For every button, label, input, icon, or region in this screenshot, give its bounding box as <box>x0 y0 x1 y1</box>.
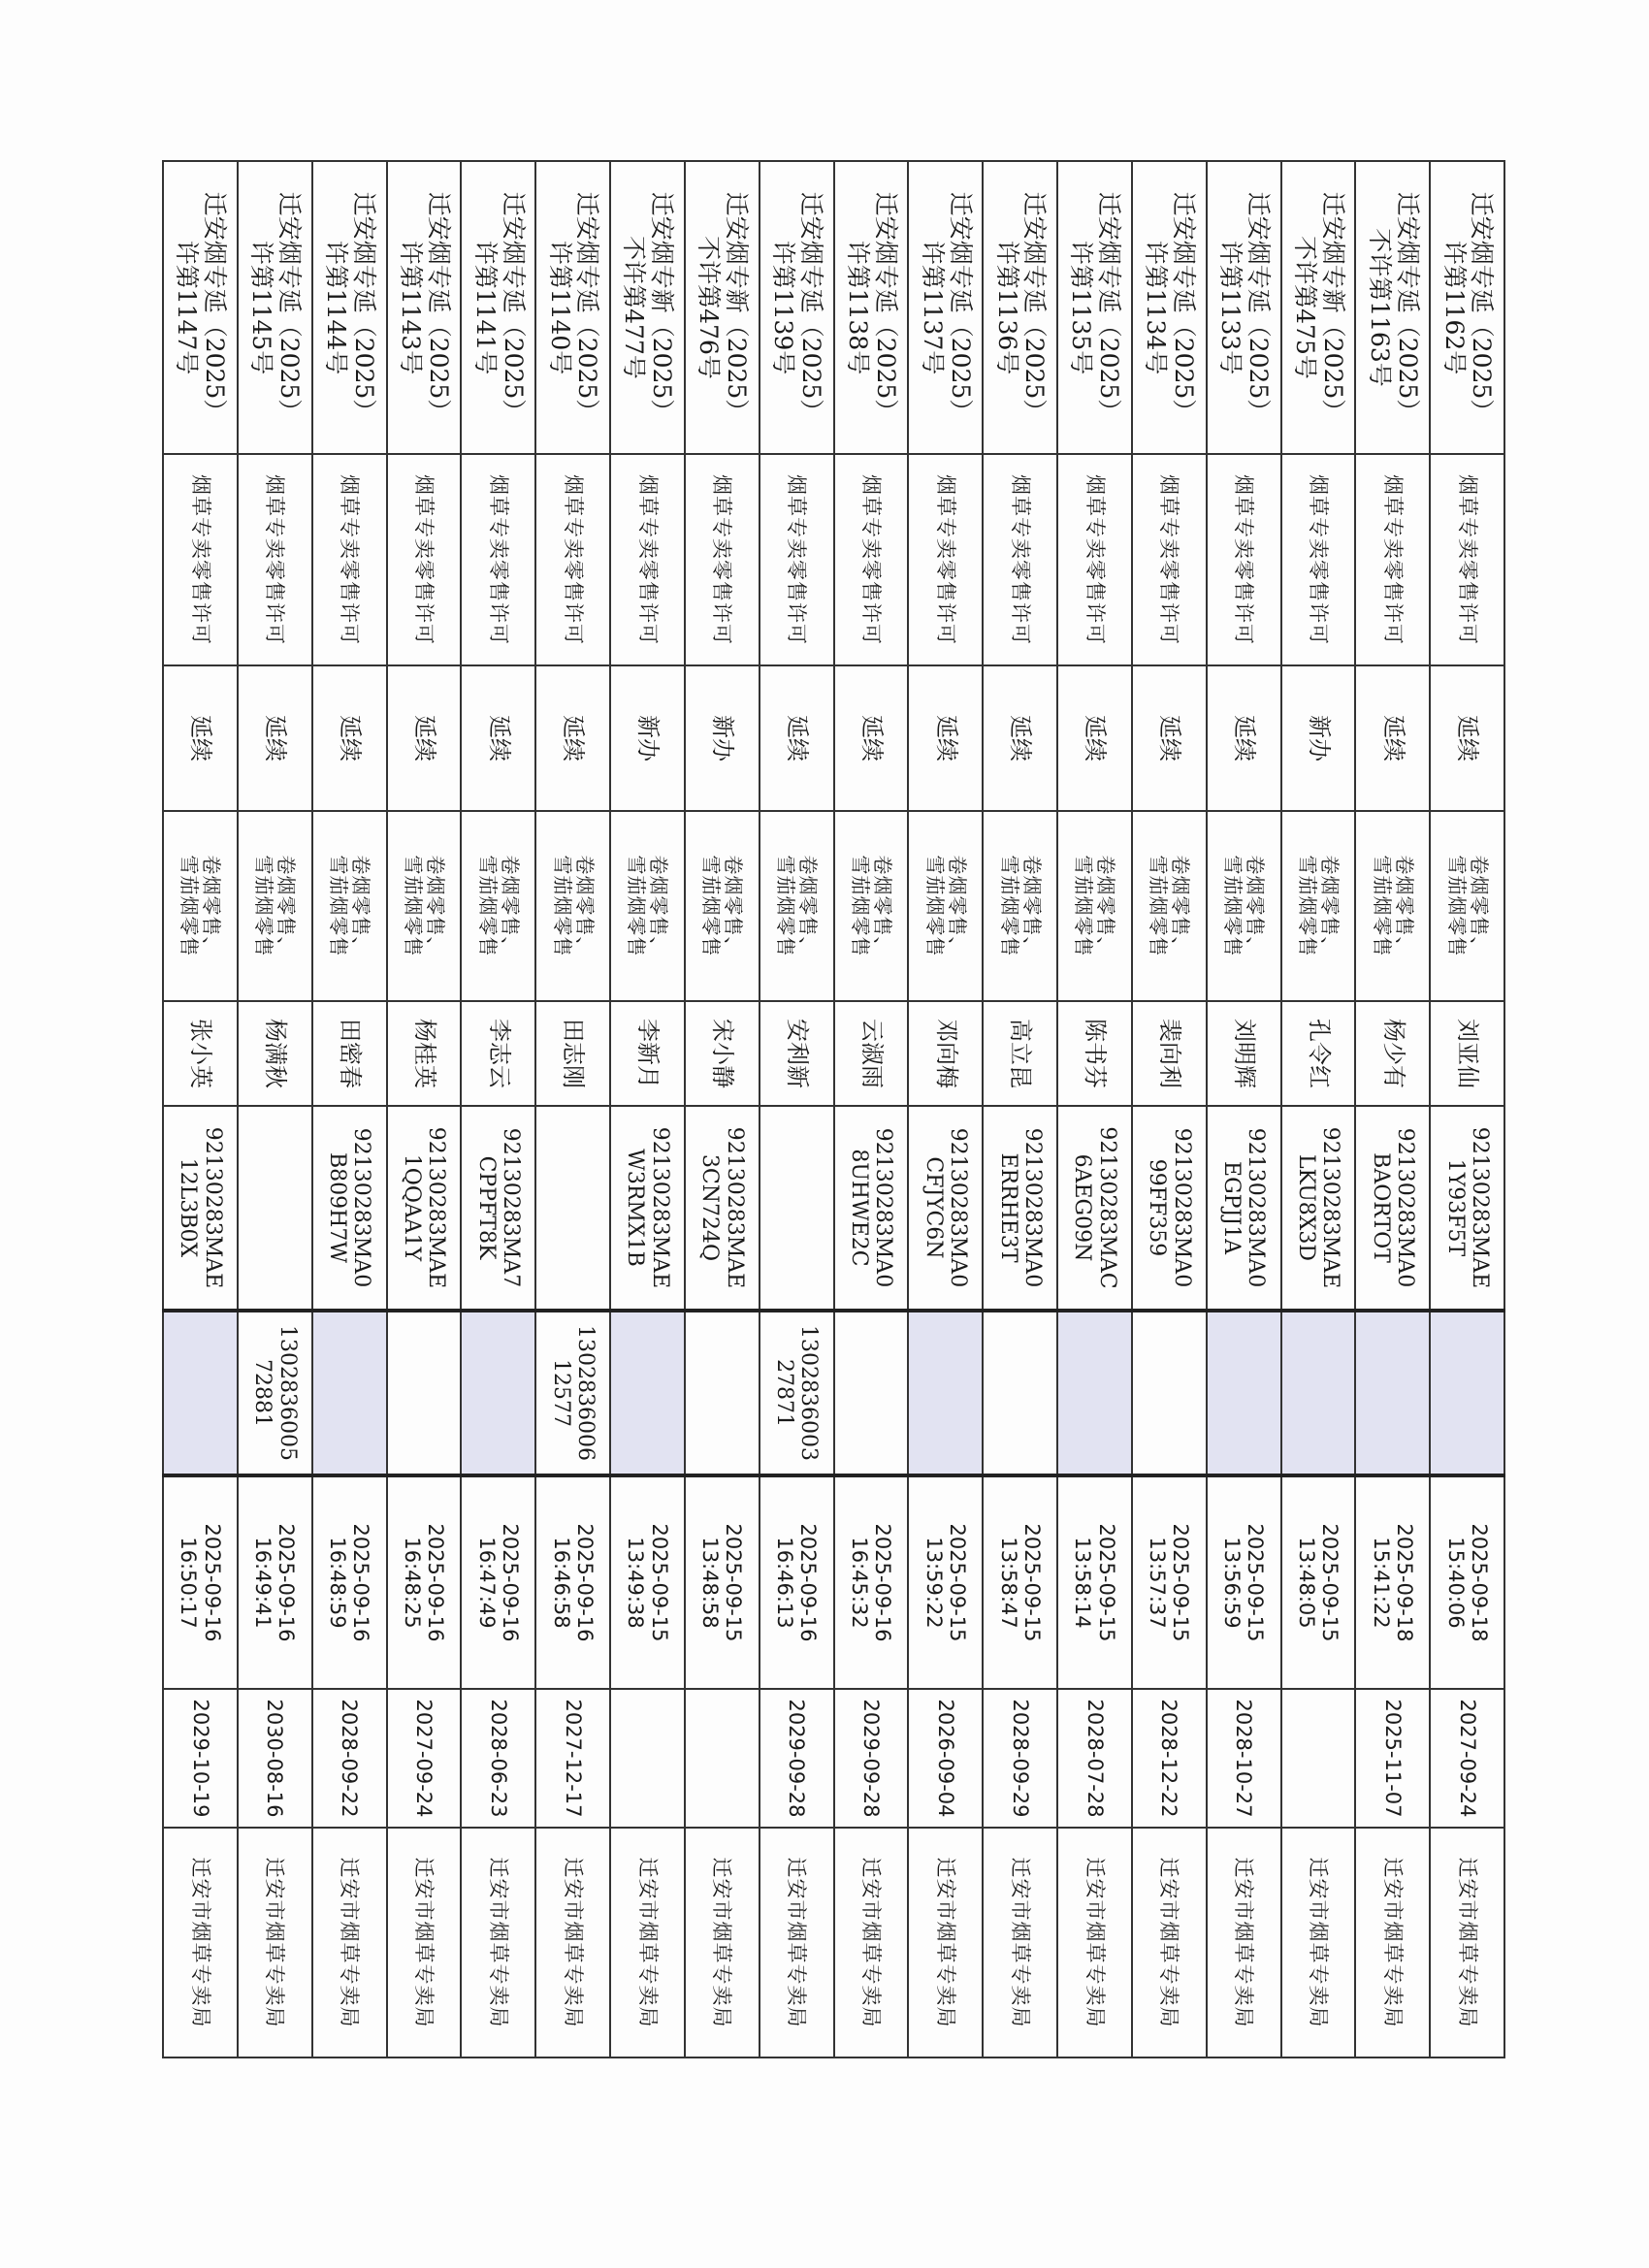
id-number-cell: 1302836003 27871 <box>760 1311 834 1475</box>
business-scope-cell: 卷烟零售、 雪茄烟零售 <box>685 811 760 1001</box>
issuing-authority-cell: 迁安市烟草专卖局 <box>1132 1828 1207 2057</box>
valid-until-cell: 2030-08-16 <box>238 1689 312 1828</box>
license-number-cell: 迁安烟专延（2025） 许第1162号 <box>1430 161 1504 454</box>
permit-item-cell: 烟草专卖零售许可 <box>312 454 387 665</box>
valid-until-cell: 2027-09-24 <box>1430 1689 1504 1828</box>
permit-item-cell: 烟草专卖零售许可 <box>983 454 1057 665</box>
credit-code-cell <box>535 1106 610 1311</box>
business-scope-cell: 卷烟零售、 雪茄烟零售 <box>1057 811 1132 1001</box>
decision-time-cell: 2025-09-16 16:45:32 <box>834 1475 909 1689</box>
issuing-authority-cell: 迁安市烟草专卖局 <box>983 1828 1057 2057</box>
holder-name-cell: 张小英 <box>163 1001 238 1106</box>
application-type-cell: 新办 <box>685 665 760 811</box>
table-row <box>1057 161 1132 2057</box>
table-row <box>535 161 610 2057</box>
application-type-cell: 延续 <box>1430 665 1504 811</box>
license-number-cell: 迁安烟专新（2025） 不许第476号 <box>685 161 760 454</box>
holder-name-cell: 宋小静 <box>685 1001 760 1106</box>
permit-item-cell: 烟草专卖零售许可 <box>1207 454 1281 665</box>
issuing-authority-cell: 迁安市烟草专卖局 <box>1430 1828 1504 2057</box>
holder-name-cell: 裴向利 <box>1132 1001 1207 1106</box>
id-number-cell <box>610 1311 685 1475</box>
valid-until-cell: 2027-12-17 <box>535 1689 610 1828</box>
credit-code-cell: 92130283MA0 B809H7W <box>312 1106 387 1311</box>
issuing-authority-cell: 迁安市烟草专卖局 <box>312 1828 387 2057</box>
license-number-cell: 迁安烟专延（2025） 许第1143号 <box>387 161 462 454</box>
valid-until-cell <box>1281 1689 1356 1828</box>
permit-item-cell: 烟草专卖零售许可 <box>1132 454 1207 665</box>
credit-code-cell: 92130283MA0 CFJYC6N <box>908 1106 983 1311</box>
application-type-cell: 延续 <box>1132 665 1207 811</box>
business-scope-cell: 卷烟零售、 雪茄烟零售 <box>760 811 834 1001</box>
id-number-cell <box>1207 1311 1281 1475</box>
valid-until-cell: 2027-09-24 <box>387 1689 462 1828</box>
issuing-authority-cell: 迁安市烟草专卖局 <box>834 1828 909 2057</box>
valid-until-cell: 2029-10-19 <box>163 1689 238 1828</box>
id-number-cell <box>461 1311 535 1475</box>
holder-name-cell: 刘明辉 <box>1207 1001 1281 1106</box>
business-scope-cell: 卷烟零售、 雪茄烟零售 <box>1207 811 1281 1001</box>
credit-code-cell: 92130283MAE 3CN724Q <box>685 1106 760 1311</box>
credit-code-cell: 92130283MA7 CPPFT8K <box>461 1106 535 1311</box>
issuing-authority-cell: 迁安市烟草专卖局 <box>685 1828 760 2057</box>
table-row <box>387 161 462 2057</box>
valid-until-cell <box>685 1689 760 1828</box>
business-scope-cell: 卷烟零售、 雪茄烟零售 <box>387 811 462 1001</box>
license-number-cell: 迁安烟专延（2025） 许第1140号 <box>535 161 610 454</box>
issuing-authority-cell: 迁安市烟草专卖局 <box>1281 1828 1356 2057</box>
credit-code-cell: 92130283MA0 ERRHE3T <box>983 1106 1057 1311</box>
business-scope-cell: 卷烟零售、 雪茄烟零售 <box>461 811 535 1001</box>
decision-time-cell: 2025-09-16 16:48:25 <box>387 1475 462 1689</box>
table-row <box>461 161 535 2057</box>
permit-item-cell: 烟草专卖零售许可 <box>1430 454 1504 665</box>
business-scope-cell: 卷烟零售、 雪茄烟零售 <box>535 811 610 1001</box>
credit-code-cell: 92130283MAE 1QQAA1Y <box>387 1106 462 1311</box>
holder-name-cell: 田密春 <box>312 1001 387 1106</box>
permit-item-cell: 烟草专卖零售许可 <box>1281 454 1356 665</box>
id-number-cell <box>312 1311 387 1475</box>
application-type-cell: 延续 <box>834 665 909 811</box>
credit-code-cell: 92130283MA0 99FF359 <box>1132 1106 1207 1311</box>
issuing-authority-cell: 迁安市烟草专卖局 <box>535 1828 610 2057</box>
license-number-cell: 迁安烟专延（2025） 许第1138号 <box>834 161 909 454</box>
license-number-cell: 迁安烟专延（2025） 许第1147号 <box>163 161 238 454</box>
permit-item-cell: 烟草专卖零售许可 <box>461 454 535 665</box>
issuing-authority-cell: 迁安市烟草专卖局 <box>760 1828 834 2057</box>
permit-item-cell: 烟草专卖零售许可 <box>387 454 462 665</box>
decision-time-cell: 2025-09-16 16:46:13 <box>760 1475 834 1689</box>
business-scope-cell: 卷烟零售、 雪茄烟零售 <box>1430 811 1504 1001</box>
id-number-cell <box>834 1311 909 1475</box>
license-number-cell: 迁安烟专新（2025） 不许第477号 <box>610 161 685 454</box>
application-type-cell: 延续 <box>1207 665 1281 811</box>
valid-until-cell: 2029-09-28 <box>834 1689 909 1828</box>
decision-time-cell: 2025-09-16 16:46:58 <box>535 1475 610 1689</box>
valid-until-cell: 2029-09-28 <box>760 1689 834 1828</box>
table-row <box>610 161 685 2057</box>
decision-time-cell: 2025-09-15 13:48:05 <box>1281 1475 1356 1689</box>
id-number-cell <box>1430 1311 1504 1475</box>
permit-item-cell: 烟草专卖零售许可 <box>1355 454 1430 665</box>
rotated-license-table-sheet <box>162 160 1505 2057</box>
credit-code-cell: 92130283MAC 6AEG09N <box>1057 1106 1132 1311</box>
id-number-cell <box>1355 1311 1430 1475</box>
application-type-cell: 延续 <box>760 665 834 811</box>
license-number-cell: 迁安烟专延（2025） 许第1134号 <box>1132 161 1207 454</box>
credit-code-cell <box>238 1106 312 1311</box>
id-number-cell <box>908 1311 983 1475</box>
valid-until-cell: 2028-12-22 <box>1132 1689 1207 1828</box>
permit-item-cell: 烟草专卖零售许可 <box>760 454 834 665</box>
table-row <box>1355 161 1430 2057</box>
application-type-cell: 延续 <box>387 665 462 811</box>
credit-code-cell <box>760 1106 834 1311</box>
issuing-authority-cell: 迁安市烟草专卖局 <box>238 1828 312 2057</box>
credit-code-cell: 92130283MAE LKU8X3D <box>1281 1106 1356 1311</box>
table-row <box>1132 161 1207 2057</box>
issuing-authority-cell: 迁安市烟草专卖局 <box>1207 1828 1281 2057</box>
permit-item-cell: 烟草专卖零售许可 <box>1057 454 1132 665</box>
decision-time-cell: 2025-09-15 13:57:37 <box>1132 1475 1207 1689</box>
credit-code-cell: 92130283MA0 BAORTOT <box>1355 1106 1430 1311</box>
application-type-cell: 延续 <box>1057 665 1132 811</box>
issuing-authority-cell: 迁安市烟草专卖局 <box>387 1828 462 2057</box>
license-number-cell: 迁安烟专延（2025） 许第1135号 <box>1057 161 1132 454</box>
valid-until-cell: 2028-06-23 <box>461 1689 535 1828</box>
application-type-cell: 延续 <box>238 665 312 811</box>
application-type-cell: 延续 <box>461 665 535 811</box>
decision-time-cell: 2025-09-18 15:41:22 <box>1355 1475 1430 1689</box>
license-number-cell: 迁安烟专延（2025） 许第1136号 <box>983 161 1057 454</box>
permit-item-cell: 烟草专卖零售许可 <box>685 454 760 665</box>
license-number-cell: 迁安烟专新（2025） 不许第475号 <box>1281 161 1356 454</box>
permit-item-cell: 烟草专卖零售许可 <box>908 454 983 665</box>
valid-until-cell: 2026-09-04 <box>908 1689 983 1828</box>
business-scope-cell: 卷烟零售、 雪茄烟零售 <box>908 811 983 1001</box>
holder-name-cell: 刘亚仙 <box>1430 1001 1504 1106</box>
permit-item-cell: 烟草专卖零售许可 <box>834 454 909 665</box>
license-number-cell: 迁安烟专延（2025） 许第1144号 <box>312 161 387 454</box>
valid-until-cell: 2028-07-28 <box>1057 1689 1132 1828</box>
holder-name-cell: 安利新 <box>760 1001 834 1106</box>
credit-code-cell: 92130283MAE 12L3B0X <box>163 1106 238 1311</box>
credit-code-cell: 92130283MA0 8UHWE2C <box>834 1106 909 1311</box>
permit-item-cell: 烟草专卖零售许可 <box>238 454 312 665</box>
valid-until-cell: 2025-11-07 <box>1355 1689 1430 1828</box>
holder-name-cell: 云淑雨 <box>834 1001 909 1106</box>
table-row <box>312 161 387 2057</box>
decision-time-cell: 2025-09-15 13:58:14 <box>1057 1475 1132 1689</box>
table-row <box>1430 161 1504 2057</box>
decision-time-cell: 2025-09-15 13:59:22 <box>908 1475 983 1689</box>
credit-code-cell: 92130283MAE 1Y93F5T <box>1430 1106 1504 1311</box>
license-number-cell: 迁安烟专延（2025） 许第1133号 <box>1207 161 1281 454</box>
decision-time-cell: 2025-09-16 16:50:17 <box>163 1475 238 1689</box>
id-number-cell <box>1281 1311 1356 1475</box>
id-number-cell: 1302836006 12577 <box>535 1311 610 1475</box>
holder-name-cell: 杨桂英 <box>387 1001 462 1106</box>
business-scope-cell: 卷烟零售、 雪茄烟零售 <box>1281 811 1356 1001</box>
table-row <box>238 161 312 2057</box>
permit-item-cell: 烟草专卖零售许可 <box>163 454 238 665</box>
id-number-cell <box>1132 1311 1207 1475</box>
decision-time-cell: 2025-09-15 13:48:58 <box>685 1475 760 1689</box>
application-type-cell: 延续 <box>908 665 983 811</box>
id-number-cell <box>387 1311 462 1475</box>
application-type-cell: 延续 <box>312 665 387 811</box>
business-scope-cell: 卷烟零售、 雪茄烟零售 <box>1132 811 1207 1001</box>
business-scope-cell: 卷烟零售、 雪茄烟零售 <box>163 811 238 1001</box>
application-type-cell: 新办 <box>610 665 685 811</box>
table-row <box>760 161 834 2057</box>
issuing-authority-cell: 迁安市烟草专卖局 <box>461 1828 535 2057</box>
permit-item-cell: 烟草专卖零售许可 <box>535 454 610 665</box>
decision-time-cell: 2025-09-15 13:58:47 <box>983 1475 1057 1689</box>
table-row <box>908 161 983 2057</box>
holder-name-cell: 杨满秋 <box>238 1001 312 1106</box>
decision-time-cell: 2025-09-16 16:47:49 <box>461 1475 535 1689</box>
business-scope-cell: 卷烟零售、 雪茄烟零售 <box>312 811 387 1001</box>
license-number-cell: 迁安烟专延（2025） 许第1139号 <box>760 161 834 454</box>
id-number-cell: 1302836005 72881 <box>238 1311 312 1475</box>
issuing-authority-cell: 迁安市烟草专卖局 <box>1057 1828 1132 2057</box>
permit-item-cell: 烟草专卖零售许可 <box>610 454 685 665</box>
table-row <box>163 161 238 2057</box>
id-number-cell <box>983 1311 1057 1475</box>
valid-until-cell: 2028-09-22 <box>312 1689 387 1828</box>
decision-time-cell: 2025-09-16 16:48:59 <box>312 1475 387 1689</box>
decision-time-cell: 2025-09-16 16:49:41 <box>238 1475 312 1689</box>
table-row <box>1207 161 1281 2057</box>
application-type-cell: 延续 <box>983 665 1057 811</box>
issuing-authority-cell: 迁安市烟草专卖局 <box>610 1828 685 2057</box>
table-row <box>685 161 760 2057</box>
business-scope-cell: 卷烟零售、 雪茄烟零售 <box>983 811 1057 1001</box>
issuing-authority-cell: 迁安市烟草专卖局 <box>163 1828 238 2057</box>
id-number-cell <box>163 1311 238 1475</box>
table-row <box>834 161 909 2057</box>
license-number-cell: 迁安烟专延（2025） 许第1145号 <box>238 161 312 454</box>
holder-name-cell: 李新月 <box>610 1001 685 1106</box>
credit-code-cell: 92130283MA0 EGPJJ1A <box>1207 1106 1281 1311</box>
issuing-authority-cell: 迁安市烟草专卖局 <box>908 1828 983 2057</box>
holder-name-cell: 孔令红 <box>1281 1001 1356 1106</box>
holder-name-cell: 高立昆 <box>983 1001 1057 1106</box>
valid-until-cell: 2028-10-27 <box>1207 1689 1281 1828</box>
credit-code-cell: 92130283MAE W3RMX1B <box>610 1106 685 1311</box>
holder-name-cell: 李志云 <box>461 1001 535 1106</box>
table-row <box>1281 161 1356 2057</box>
license-number-cell: 迁安烟专延（2025） 许第1137号 <box>908 161 983 454</box>
application-type-cell: 延续 <box>535 665 610 811</box>
valid-until-cell <box>610 1689 685 1828</box>
issuing-authority-cell: 迁安市烟草专卖局 <box>1355 1828 1430 2057</box>
holder-name-cell: 陈书芬 <box>1057 1001 1132 1106</box>
license-table <box>162 160 1505 2058</box>
holder-name-cell: 杨少有 <box>1355 1001 1430 1106</box>
id-number-cell <box>1057 1311 1132 1475</box>
holder-name-cell: 邓向梅 <box>908 1001 983 1106</box>
decision-time-cell: 2025-09-18 15:40:06 <box>1430 1475 1504 1689</box>
decision-time-cell: 2025-09-15 13:56:59 <box>1207 1475 1281 1689</box>
id-number-cell <box>685 1311 760 1475</box>
application-type-cell: 延续 <box>163 665 238 811</box>
application-type-cell: 新办 <box>1281 665 1356 811</box>
application-type-cell: 延续 <box>1355 665 1430 811</box>
decision-time-cell: 2025-09-15 13:49:38 <box>610 1475 685 1689</box>
license-number-cell: 迁安烟专延（2025） 许第1141号 <box>461 161 535 454</box>
holder-name-cell: 田志刚 <box>535 1001 610 1106</box>
business-scope-cell: 卷烟零售、 雪茄烟零售 <box>834 811 909 1001</box>
valid-until-cell: 2028-09-29 <box>983 1689 1057 1828</box>
license-number-cell: 迁安烟专延（2025） 不许第1163号 <box>1355 161 1430 454</box>
table-body <box>163 161 1504 2057</box>
business-scope-cell: 卷烟零售、 雪茄烟零售 <box>1355 811 1430 1001</box>
business-scope-cell: 卷烟零售、 雪茄烟零售 <box>238 811 312 1001</box>
table-row <box>983 161 1057 2057</box>
business-scope-cell: 卷烟零售、 雪茄烟零售 <box>610 811 685 1001</box>
